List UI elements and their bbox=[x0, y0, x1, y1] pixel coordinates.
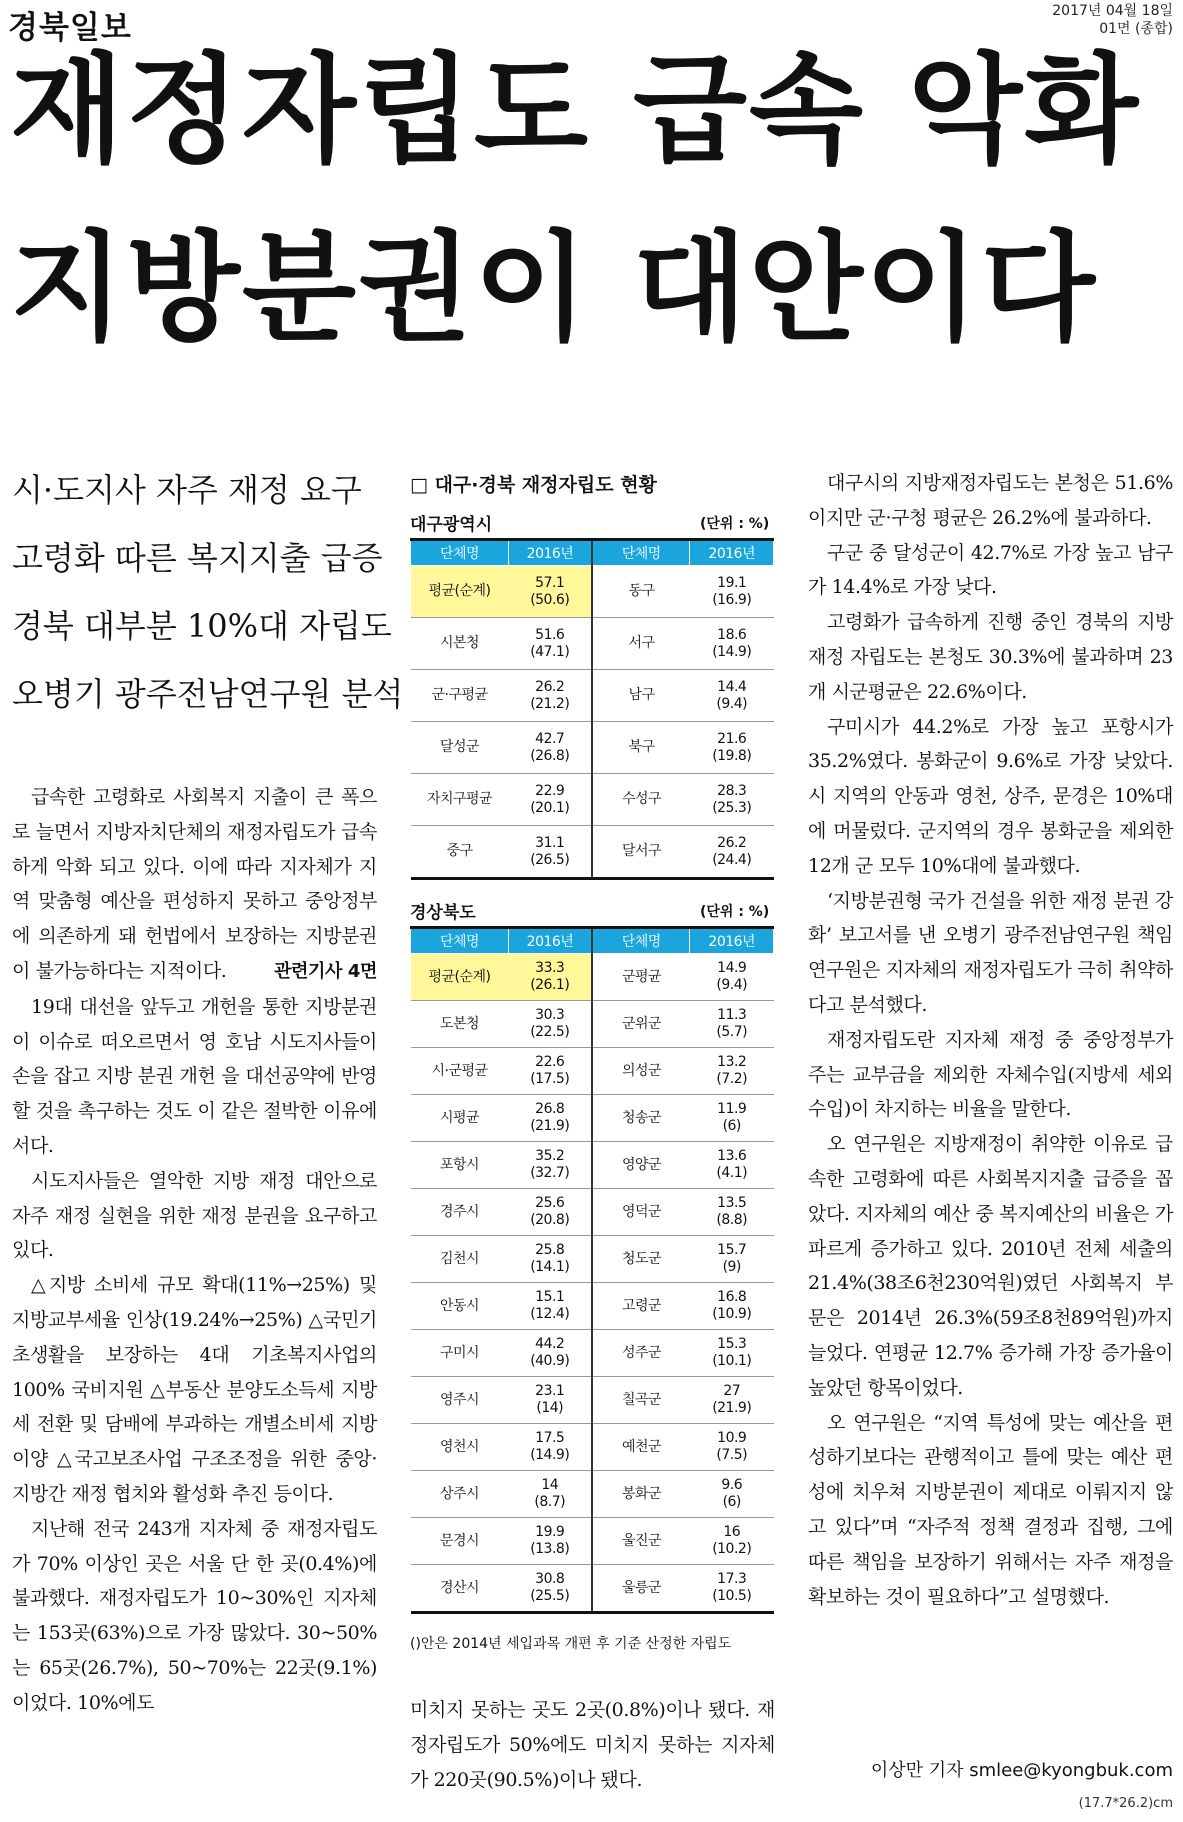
table-cell-name: 도본청 bbox=[411, 1001, 509, 1048]
table-cell-name: 군위군 bbox=[592, 1001, 690, 1048]
table-cell-value: 15.3 (10.1) bbox=[690, 1330, 774, 1377]
table-cell-value: 18.6 (14.9) bbox=[690, 618, 774, 670]
table-cell-name: 달성군 bbox=[411, 722, 509, 774]
table-cell-name: 시평균 bbox=[411, 1095, 509, 1142]
left-column bbox=[12, 780, 377, 1721]
table-cell-value: 31.1 (26.5) bbox=[509, 826, 592, 879]
middle-column bbox=[410, 1693, 775, 1797]
subhead-2: 고령화 따른 복지지출 급증 bbox=[12, 539, 383, 577]
table-cell-name: 달서구 bbox=[592, 826, 690, 879]
table-cell-value: 42.7 (26.8) bbox=[509, 722, 592, 774]
table-cell-value: 19.9 (13.8) bbox=[509, 1518, 592, 1565]
table-box-title: □ 대구·경북 재정자립도 현황 bbox=[410, 474, 657, 496]
table-row bbox=[411, 1283, 774, 1330]
table-cell-value: 17.5 (14.9) bbox=[509, 1424, 592, 1471]
table-cell-name: 자치구평균 bbox=[411, 774, 509, 826]
table-cell-name: 영양군 bbox=[592, 1142, 690, 1189]
page-label: 01면 (종합) bbox=[1099, 21, 1173, 37]
table-cell-value: 19.1 (16.9) bbox=[690, 566, 774, 618]
byline: 이상만 기자 smlee@kyongbuk.com bbox=[870, 1760, 1173, 1781]
table-cell-name: 예천군 bbox=[592, 1424, 690, 1471]
table-cell-value: 33.3 (26.1) bbox=[509, 954, 592, 1001]
table-row bbox=[411, 1142, 774, 1189]
daegu-unit: (단위 : %) bbox=[700, 516, 770, 532]
table-row bbox=[411, 1095, 774, 1142]
paragraph: 미치지 못하는 곳도 2곳(0.8%)이나 됐다. 재정자립도가 50%에도 미치지 못하는 지자체가 220곳(90.5%)이나 됐다. bbox=[410, 1699, 775, 1791]
table-row bbox=[411, 826, 774, 879]
table-cell-value: 14.4 (9.4) bbox=[690, 670, 774, 722]
table-cell-name: 안동시 bbox=[411, 1283, 509, 1330]
table-cell-value: 25.8 (14.1) bbox=[509, 1236, 592, 1283]
table-cell-name: 고령군 bbox=[592, 1283, 690, 1330]
paragraph: 고령화가 급속하게 진행 중인 경북의 지방 재정 자립도는 본청도 30.3%에 불과하며 23개 시군평균은 22.6%이다. bbox=[808, 611, 1173, 703]
table-row bbox=[411, 774, 774, 826]
table-cell-value: 30.8 (25.5) bbox=[509, 1565, 592, 1613]
paragraph: △지방 소비세 규모 확대(11%→25%) 및 지방교부세율 인상(19.24%→25%) △국민기초생활을 보장하는 4대 기초복지사업의 100% 국비지원 △부동산 분양도소득세 지방세 전환 및 담배에 부과하는 개별소비세 지방 이양 △국고보조사업 구조조정을 위한 중앙·지방간 재정 협치와 활성화 추진 등이다. bbox=[12, 1274, 377, 1505]
table-cell-value: 27 (21.9) bbox=[690, 1377, 774, 1424]
headline-line-1: 재정자립도 급속 악화 bbox=[10, 41, 1141, 179]
table-cell-name: 경산시 bbox=[411, 1565, 509, 1613]
table-cell-value: 30.3 (22.5) bbox=[509, 1001, 592, 1048]
table-row bbox=[411, 1377, 774, 1424]
table-cell-value: 13.2 (7.2) bbox=[690, 1048, 774, 1095]
column-header: 2016년 bbox=[690, 928, 774, 954]
column-header: 단체명 bbox=[592, 928, 690, 954]
table-row bbox=[411, 1424, 774, 1471]
paragraph: 재정자립도란 지자체 재정 중 중앙정부가 주는 교부금을 제외한 자체수입(지방세 세외수입)이 차지하는 비율을 말한다. bbox=[808, 1028, 1173, 1121]
table-cell-value: 22.6 (17.5) bbox=[509, 1048, 592, 1095]
table-cell-value: 16.8 (10.9) bbox=[690, 1283, 774, 1330]
table-cell-value: 26.2 (21.2) bbox=[509, 670, 592, 722]
gyeongbuk-table bbox=[410, 926, 774, 1614]
table-cell-value: 13.6 (4.1) bbox=[690, 1142, 774, 1189]
table-cell-value: 17.3 (10.5) bbox=[690, 1565, 774, 1613]
table-cell-value: 21.6 (19.8) bbox=[690, 722, 774, 774]
table-cell-name: 서구 bbox=[592, 618, 690, 670]
paragraph: 오 연구원은 “지역 특성에 맞는 예산을 편성하기보다는 관행적이고 틀에 맞는 예산 편성에 치우쳐 지방분권이 제대로 이뤄지지 않고 있다”며 “자주적 정책 결정과 집행, 그에 따른 책임을 보장하기 위해서는 자주 재정을 확보하는 것이 필요하다”고 설명했다. bbox=[808, 1411, 1173, 1608]
table-cell-value: 14 (8.7) bbox=[509, 1471, 592, 1518]
gyeongbuk-unit: (단위 : %) bbox=[700, 904, 770, 920]
table-cell-value: 14.9 (9.4) bbox=[690, 954, 774, 1001]
daegu-table bbox=[410, 538, 774, 880]
column-header: 단체명 bbox=[411, 540, 509, 566]
table-cell-value: 44.2 (40.9) bbox=[509, 1330, 592, 1377]
table-note: ()안은 2014년 세입과목 개편 후 기준 산정한 자립도 bbox=[410, 1636, 732, 1652]
table-cell-name: 중구 bbox=[411, 826, 509, 879]
column-header: 2016년 bbox=[690, 540, 774, 566]
subhead-1: 시·도지사 자주 재정 요구 bbox=[12, 471, 362, 509]
paragraph: 시도지사들은 열악한 지방 재정 대안으로 자주 재정 실현을 위한 재정 분권을 요구하고 있다. bbox=[12, 1169, 377, 1262]
table-cell-value: 15.7 (9) bbox=[690, 1236, 774, 1283]
gyeongbuk-section-title: 경상북도 bbox=[410, 903, 476, 923]
table-cell-value: 13.5 (8.8) bbox=[690, 1189, 774, 1236]
table-cell-value: 26.2 (24.4) bbox=[690, 826, 774, 879]
table-cell-name: 문경시 bbox=[411, 1518, 509, 1565]
table-cell-name: 평균(순계) bbox=[411, 566, 509, 618]
table-row bbox=[411, 618, 774, 670]
table-cell-value: 11.9 (6) bbox=[690, 1095, 774, 1142]
paragraph: 구미시가 44.2%로 가장 높고 포항시가 35.2%였다. 봉화군이 9.6%로 가장 낮았다. 시 지역의 안동과 영천, 상주, 문경은 10%대에 머물렀다. 군지역의 경우 봉화군을 제외한 12개 군 모두 10%대에 불과했다. bbox=[808, 715, 1173, 877]
paragraph: 오 연구원은 지방재정이 취약한 이유로 급속한 고령화에 따른 사회복지지출 급증을 꼽았다. 지자체의 예산 중 복지예산의 비율은 가파르게 증가하고 있다. 2010년 전체 세출의 21.4%(38조6천230억원)였던 사회복지 부문은 2014년 26.3%(59조8천89억원)까지 늘었다. 연평균 12.7% 증가해 가장 증가율이 높았던 항목이었다. bbox=[808, 1133, 1173, 1399]
table-cell-name: 수성구 bbox=[592, 774, 690, 826]
table-cell-value: 28.3 (25.3) bbox=[690, 774, 774, 826]
paragraph: 구군 중 달성군이 42.7%로 가장 높고 남구가 14.4%로 가장 낮다. bbox=[808, 541, 1173, 599]
column-header: 2016년 bbox=[509, 540, 592, 566]
column-header: 2016년 bbox=[509, 928, 592, 954]
table-cell-name: 시본청 bbox=[411, 618, 509, 670]
paragraph: 급속한 고령화로 사회복지 지출이 큰 폭으로 늘면서 지방자치단체의 재정자립도가 급속하게 악화 되고 있다. 이에 따라 지자체가 지역 맞춤형 예산을 편성하지 못하고 중앙정부에 의존하게 돼 헌법에서 보장하는 지방분권이 불가능하다는 지적이다. bbox=[12, 786, 377, 982]
headline-line-2: 지방분권이 대안이다 bbox=[10, 219, 1097, 357]
publish-date: 2017년 04월 18일 bbox=[1052, 3, 1173, 19]
table-cell-name: 상주시 bbox=[411, 1471, 509, 1518]
table-cell-name: 봉화군 bbox=[592, 1471, 690, 1518]
table-cell-name: 평균(순계) bbox=[411, 954, 509, 1001]
paragraph: 19대 대선을 앞두고 개헌을 통한 지방분권이 이슈로 떠오르면서 영 호남 시도지사들이 손을 잡고 지방 분권 개헌 을 대선공약에 반영 할 것을 촉구하는 것도 이 같은 절박한 이유에서다. bbox=[12, 995, 377, 1157]
table-cell-name: 군·구평균 bbox=[411, 670, 509, 722]
column-header: 단체명 bbox=[411, 928, 509, 954]
table-cell-value: 15.1 (12.4) bbox=[509, 1283, 592, 1330]
table-cell-name: 칠곡군 bbox=[592, 1377, 690, 1424]
related-article-link[interactable]: 관련기사 4면 bbox=[274, 960, 377, 982]
table-cell-name: 동구 bbox=[592, 566, 690, 618]
column-header: 단체명 bbox=[592, 540, 690, 566]
table-row bbox=[411, 1518, 774, 1565]
table-cell-name: 시·군평균 bbox=[411, 1048, 509, 1095]
table-cell-value: 35.2 (32.7) bbox=[509, 1142, 592, 1189]
daegu-section-title: 대구광역시 bbox=[410, 515, 493, 535]
paragraph: 대구시의 지방재정자립도는 본청은 51.6%이지만 군·구청 평균은 26.2%에 불과하다. bbox=[808, 472, 1173, 529]
table-cell-name: 포항시 bbox=[411, 1142, 509, 1189]
table-cell-name: 영덕군 bbox=[592, 1189, 690, 1236]
table-row bbox=[411, 1001, 774, 1048]
table-cell-name: 김천시 bbox=[411, 1236, 509, 1283]
table-cell-value: 16 (10.2) bbox=[690, 1518, 774, 1565]
subhead-4: 오병기 광주전남연구원 분석 bbox=[12, 675, 404, 713]
table-row bbox=[411, 1330, 774, 1377]
table-cell-value: 26.8 (21.9) bbox=[509, 1095, 592, 1142]
table-cell-name: 울릉군 bbox=[592, 1565, 690, 1613]
table-row bbox=[411, 1471, 774, 1518]
paragraph: 지난해 전국 243개 지자체 중 재정자립도가 70% 이상인 곳은 서울 단 한 곳(0.4%)에 불과했다. 재정자립도가 10~30%인 지자체는 153곳(63%)으로 가장 많았다. 30~50%는 65곳(26.7%), 50~70%는 22곳(9.1%)이었다. 10%에도 bbox=[12, 1517, 377, 1714]
table-row bbox=[411, 1189, 774, 1236]
table-cell-name: 구미시 bbox=[411, 1330, 509, 1377]
table-cell-name: 영천시 bbox=[411, 1424, 509, 1471]
dateline bbox=[1052, 2, 1173, 38]
table-cell-name: 성주군 bbox=[592, 1330, 690, 1377]
table-cell-name: 군평균 bbox=[592, 954, 690, 1001]
subhead-3: 경북 대부분 10%대 자립도 bbox=[12, 607, 392, 645]
size-note: (17.7*26.2)cm bbox=[1078, 1796, 1173, 1811]
table-row bbox=[411, 670, 774, 722]
right-column bbox=[808, 466, 1173, 1614]
table-cell-value: 25.6 (20.8) bbox=[509, 1189, 592, 1236]
table-row bbox=[411, 1048, 774, 1095]
table-cell-name: 의성군 bbox=[592, 1048, 690, 1095]
table-cell-name: 청송군 bbox=[592, 1095, 690, 1142]
table-row bbox=[411, 1236, 774, 1283]
table-row bbox=[411, 722, 774, 774]
table-cell-value: 11.3 (5.7) bbox=[690, 1001, 774, 1048]
table-cell-name: 울진군 bbox=[592, 1518, 690, 1565]
table-cell-name: 영주시 bbox=[411, 1377, 509, 1424]
table-cell-name: 남구 bbox=[592, 670, 690, 722]
paragraph: ‘지방분권형 국가 건설을 위한 재정 분권 강화’ 보고서를 낸 오병기 광주전남연구원 책임연구원은 지자체의 재정자립도가 극히 취약하다고 분석했다. bbox=[808, 889, 1173, 1016]
table-row bbox=[411, 954, 774, 1001]
table-cell-value: 10.9 (7.5) bbox=[690, 1424, 774, 1471]
table-cell-value: 57.1 (50.6) bbox=[509, 566, 592, 618]
table-cell-name: 경주시 bbox=[411, 1189, 509, 1236]
table-cell-name: 북구 bbox=[592, 722, 690, 774]
table-cell-value: 22.9 (20.1) bbox=[509, 774, 592, 826]
table-row bbox=[411, 566, 774, 618]
table-cell-value: 51.6 (47.1) bbox=[509, 618, 592, 670]
table-cell-name: 청도군 bbox=[592, 1236, 690, 1283]
table-cell-value: 9.6 (6) bbox=[690, 1471, 774, 1518]
table-row bbox=[411, 1565, 774, 1613]
table-cell-value: 23.1 (14) bbox=[509, 1377, 592, 1424]
masthead: 경북일보 bbox=[8, 10, 132, 46]
